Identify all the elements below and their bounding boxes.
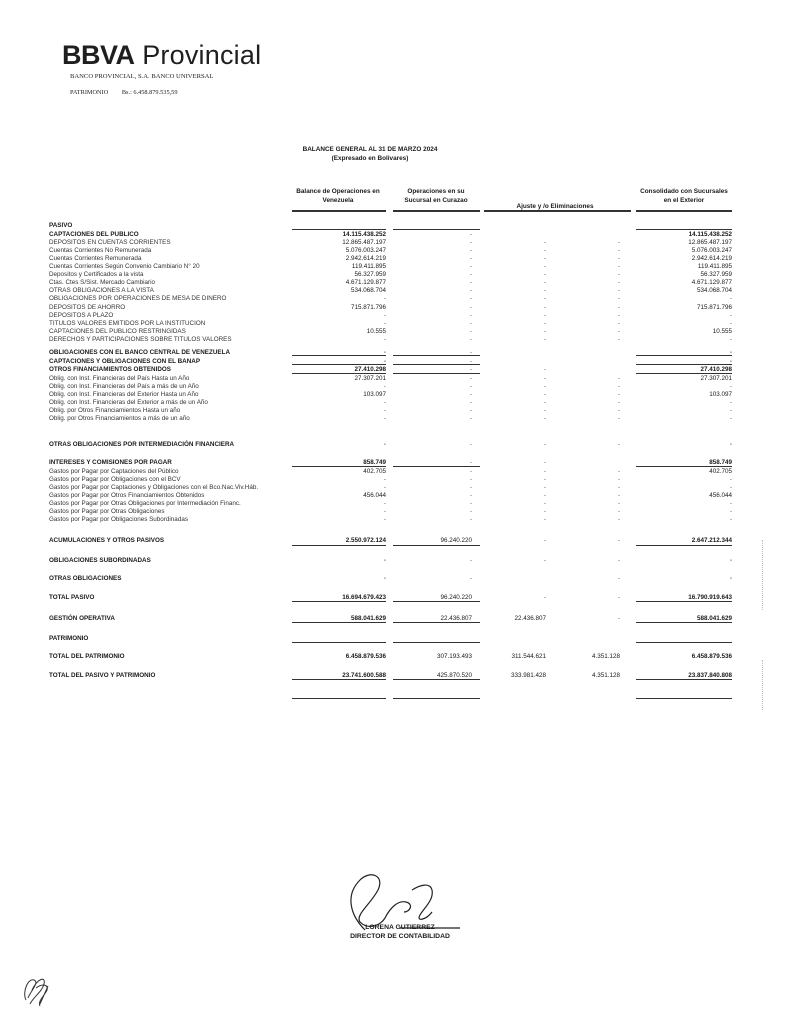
table-row <box>0 440 788 449</box>
cell-venezuela: - <box>383 441 386 448</box>
subtotal-rule <box>636 679 732 680</box>
cell-consolidado: - <box>729 407 732 414</box>
cell-eliminacion: - <box>617 271 620 278</box>
cell-curazao: - <box>469 399 472 406</box>
subtotal-rule <box>636 545 732 546</box>
subtotal-rule <box>636 364 732 365</box>
cell-venezuela: - <box>383 484 386 491</box>
cell-ajuste: - <box>543 459 546 466</box>
cell-venezuela: - <box>383 415 386 422</box>
cell-curazao: 96.240.220 <box>440 594 472 601</box>
cell-venezuela: - <box>383 383 386 390</box>
cell-eliminacion: - <box>617 407 620 414</box>
cell-venezuela: 14.115.438.252 <box>342 231 386 238</box>
cell-curazao: 425.870.520 <box>436 672 472 679</box>
cell-curazao: - <box>469 575 472 582</box>
cell-ajuste: - <box>543 279 546 286</box>
cell-ajuste: - <box>543 247 546 254</box>
cell-venezuela: 402.705 <box>363 468 386 475</box>
cell-consolidado: 12.865.487.197 <box>688 239 732 246</box>
cell-eliminacion: - <box>617 557 620 564</box>
cell-curazao: - <box>469 320 472 327</box>
signatory-role: DIRECTOR DE CONTABILIDAD <box>350 932 450 940</box>
cell-venezuela: 27.307.201 <box>354 375 386 382</box>
subtotal-rule <box>292 355 386 356</box>
row-label: Gastos por Pagar por Captaciones y Obligaciones con el Bco.Nac.Viv.Háb. <box>49 484 259 491</box>
cell-consolidado: - <box>729 358 732 365</box>
cell-ajuste: - <box>543 468 546 475</box>
cell-consolidado: 27.410.298 <box>700 366 732 373</box>
row-label: Gastos por Pagar por Otros Financiamientos Obtenidos <box>49 492 205 499</box>
patrimonio-value: Bs.: 6.458.879.535,59 <box>121 89 178 96</box>
cell-eliminacion: - <box>617 279 620 286</box>
subtotal-rule <box>393 373 480 374</box>
table-row <box>0 515 788 524</box>
cell-eliminacion: - <box>617 441 620 448</box>
row-label: Gastos por Pagar por Otras Obligaciones <box>49 508 165 515</box>
row-label: Gastos por Pagar por Captaciones del Público <box>49 468 179 475</box>
cell-venezuela: 10.555 <box>366 328 386 335</box>
column-header-line: en el Exterior <box>663 197 705 204</box>
row-label: Gastos por Pagar por Otras Obligaciones por Intermediación Financ. <box>49 500 241 507</box>
subtotal-rule <box>292 601 386 602</box>
cell-consolidado: 23.837.840.808 <box>688 672 732 679</box>
cell-curazao: - <box>469 295 472 302</box>
cell-consolidado: 10.555 <box>712 328 732 335</box>
cell-curazao: - <box>469 484 472 491</box>
cell-curazao: - <box>469 441 472 448</box>
cell-ajuste: - <box>543 391 546 398</box>
cell-ajuste: - <box>543 304 546 311</box>
cell-venezuela: - <box>383 399 386 406</box>
cell-curazao: - <box>469 468 472 475</box>
cell-consolidado: - <box>729 476 732 483</box>
cell-eliminacion: - <box>617 415 620 422</box>
cell-venezuela: 16.694.679.423 <box>342 594 386 601</box>
cell-venezuela: 2.942.614.219 <box>345 255 386 262</box>
subtotal-rule <box>292 698 386 699</box>
cell-ajuste: - <box>543 295 546 302</box>
cell-eliminacion: - <box>617 320 620 327</box>
patrimonio-line <box>70 89 177 96</box>
subtotal-rule <box>636 601 732 602</box>
cell-eliminacion: - <box>617 508 620 515</box>
cell-consolidado: - <box>729 295 732 302</box>
cell-venezuela: 4.671.129.877 <box>345 279 386 286</box>
cell-venezuela: 5.076.003.247 <box>345 247 386 254</box>
cell-venezuela: 23.741.600.588 <box>342 672 386 679</box>
cell-eliminacion: - <box>617 304 620 311</box>
subtotal-rule <box>393 679 480 680</box>
subtotal-rule <box>636 355 732 356</box>
cell-ajuste: - <box>543 516 546 523</box>
row-label: Depositos y Certificados a la vista <box>49 271 144 278</box>
cell-ajuste: - <box>543 399 546 406</box>
subtotal-rule <box>393 229 480 230</box>
subtotal-rule <box>636 373 732 374</box>
row-label: Ctas. Ctes S/Sist. Mercado Cambiario <box>49 279 156 286</box>
cell-venezuela: - <box>383 476 386 483</box>
table-row <box>0 574 788 583</box>
cell-consolidado: - <box>729 557 732 564</box>
cell-consolidado: 402.705 <box>709 468 732 475</box>
row-label: Oblig. con Inst. Financieras del País a más de un Año <box>49 383 199 390</box>
cell-eliminacion: - <box>617 516 620 523</box>
subtotal-rule <box>393 698 480 699</box>
cell-venezuela: - <box>383 575 386 582</box>
cell-curazao: - <box>469 508 472 515</box>
cell-curazao: - <box>469 279 472 286</box>
cell-consolidado: - <box>729 336 732 343</box>
signatory-block <box>345 924 455 941</box>
cell-curazao: - <box>469 304 472 311</box>
cell-venezuela: - <box>383 358 386 365</box>
cell-eliminacion: - <box>617 239 620 246</box>
cell-consolidado: 14.115.438.252 <box>688 231 732 238</box>
column-header-venezuela <box>290 187 386 205</box>
cell-consolidado: 534.068.704 <box>696 287 732 294</box>
cell-curazao: 22.436.807 <box>440 615 472 622</box>
cell-venezuela: 56.327.959 <box>354 271 386 278</box>
subtotal-rule <box>636 698 732 699</box>
cell-venezuela: 715.871.796 <box>350 304 386 311</box>
row-label: TITULOS VALORES EMITIDOS POR LA INSTITUCION <box>49 320 206 327</box>
column-header-line: Consolidado con Sucursales <box>640 188 728 195</box>
cell-curazao: - <box>469 366 472 373</box>
table-row <box>0 294 788 303</box>
subtotal-rule <box>292 229 386 230</box>
bbva-provincial-logo <box>62 40 261 71</box>
subtotal-rule <box>636 622 732 623</box>
cell-consolidado: 6.458.879.536 <box>691 653 732 660</box>
cell-curazao: - <box>469 415 472 422</box>
subtotal-rule <box>636 642 732 643</box>
cell-ajuste: 311.544.621 <box>511 653 546 660</box>
cell-venezuela: 456.044 <box>363 492 386 499</box>
cell-curazao: - <box>469 247 472 254</box>
cell-ajuste: - <box>543 415 546 422</box>
cell-venezuela: 12.865.487.197 <box>342 239 386 246</box>
cell-venezuela: 858.749 <box>363 459 386 466</box>
table-row <box>0 556 788 565</box>
cell-curazao: - <box>469 271 472 278</box>
subtotal-rule <box>393 545 480 546</box>
subtotal-rule <box>393 622 480 623</box>
cell-venezuela: - <box>383 349 386 356</box>
cell-venezuela: - <box>383 508 386 515</box>
cell-consolidado: - <box>729 383 732 390</box>
subtotal-rule <box>292 364 386 365</box>
cell-consolidado: 56.327.959 <box>700 271 732 278</box>
subtotal-rule <box>393 466 480 467</box>
cell-ajuste: - <box>543 287 546 294</box>
cell-ajuste: - <box>543 492 546 499</box>
cell-consolidado: - <box>729 516 732 523</box>
cell-consolidado: - <box>729 320 732 327</box>
cell-eliminacion: - <box>617 468 620 475</box>
cell-consolidado: - <box>729 575 732 582</box>
cell-consolidado: 5.076.003.247 <box>691 247 732 254</box>
subtotal-rule <box>292 679 386 680</box>
cell-ajuste: - <box>543 312 546 319</box>
cell-ajuste: - <box>543 537 546 544</box>
row-label: ACUMULACIONES Y OTROS PASIVOS <box>49 537 165 544</box>
column-header-line: Operaciones en su <box>407 188 465 195</box>
cell-consolidado: - <box>729 500 732 507</box>
row-label: OBLIGACIONES POR OPERACIONES DE MESA DE DINERO <box>49 295 227 302</box>
cell-ajuste: - <box>543 508 546 515</box>
cell-curazao: - <box>469 239 472 246</box>
cell-ajuste: - <box>543 500 546 507</box>
cell-curazao: - <box>469 383 472 390</box>
cell-ajuste: - <box>543 476 546 483</box>
cell-curazao: - <box>469 358 472 365</box>
row-label: OTRAS OBLIGACIONES <box>49 575 122 582</box>
cell-venezuela: - <box>383 312 386 319</box>
table-row <box>0 414 788 423</box>
cell-curazao: - <box>469 459 472 466</box>
cell-curazao: - <box>469 255 472 262</box>
cell-curazao: - <box>469 391 472 398</box>
cell-venezuela: 119.411.895 <box>351 263 386 270</box>
cell-consolidado: 16.790.919.643 <box>688 594 732 601</box>
cell-consolidado: 456.044 <box>709 492 732 499</box>
row-label: DEPOSITOS EN CUENTAS CORRIENTES <box>49 239 171 246</box>
cell-ajuste: - <box>543 407 546 414</box>
cell-curazao: - <box>469 336 472 343</box>
cell-curazao: - <box>469 407 472 414</box>
column-header-line: Balance de Operaciones en <box>296 188 380 195</box>
cell-consolidado: 858.749 <box>709 459 732 466</box>
row-label: INTERESES Y COMISIONES POR PAGAR <box>49 459 172 466</box>
header-rule <box>484 210 631 212</box>
cell-eliminacion: - <box>617 575 620 582</box>
cell-venezuela: - <box>383 500 386 507</box>
cell-venezuela: 534.068.704 <box>350 287 386 294</box>
cell-ajuste: - <box>543 328 546 335</box>
initials-icon <box>18 970 58 1010</box>
row-label: PASIVO <box>49 222 73 229</box>
cell-eliminacion: - <box>617 500 620 507</box>
row-label: GESTIÓN OPERATIVA <box>49 615 115 622</box>
cell-eliminacion: - <box>617 492 620 499</box>
cell-venezuela: 27.410.298 <box>354 366 386 373</box>
cell-ajuste: - <box>543 441 546 448</box>
cell-eliminacion: - <box>617 328 620 335</box>
cell-consolidado: 119.411.895 <box>697 263 732 270</box>
cell-consolidado: 2.647.212.344 <box>691 537 732 544</box>
cell-eliminacion: - <box>617 484 620 491</box>
column-header-line: Venezuela <box>322 197 354 204</box>
cell-consolidado: 2.942.614.219 <box>691 255 732 262</box>
subtotal-rule <box>636 466 732 467</box>
cell-curazao: - <box>469 312 472 319</box>
cell-eliminacion: - <box>617 615 620 622</box>
table-row <box>0 536 788 545</box>
cell-curazao: - <box>469 231 472 238</box>
table-row <box>0 652 788 661</box>
cell-consolidado: - <box>729 349 732 356</box>
cell-eliminacion: - <box>617 383 620 390</box>
cell-venezuela: 6.458.879.536 <box>345 653 386 660</box>
cell-ajuste: - <box>543 594 546 601</box>
scan-artifact <box>762 540 765 610</box>
cell-ajuste: 333.981.428 <box>510 672 546 679</box>
cell-eliminacion: - <box>617 391 620 398</box>
cell-venezuela: 2.550.972.124 <box>345 537 386 544</box>
cell-eliminacion: 4.351.128 <box>591 672 620 679</box>
cell-consolidado: 4.671.129.877 <box>691 279 732 286</box>
cell-curazao: - <box>469 349 472 356</box>
cell-curazao: - <box>469 492 472 499</box>
cell-eliminacion: - <box>617 594 620 601</box>
row-label: Cuentas Corrientes No Remunerada <box>49 247 152 254</box>
row-label: Oblig. por Otros Financiamientos a más de un año <box>49 415 190 422</box>
cell-ajuste: - <box>543 484 546 491</box>
cell-consolidado: - <box>729 441 732 448</box>
cell-consolidado: 27.307.201 <box>700 375 732 382</box>
table-row <box>0 335 788 344</box>
cell-venezuela: - <box>383 295 386 302</box>
row-label: OTRAS OBLIGACIONES POR INTERMEDIACIÓN FINANCIERA <box>49 441 235 448</box>
cell-ajuste: - <box>543 366 546 373</box>
cell-consolidado: - <box>729 508 732 515</box>
cell-venezuela: - <box>383 320 386 327</box>
column-header-line: Ajuste y /o Eliminaciones <box>516 203 594 210</box>
cell-curazao: - <box>469 263 472 270</box>
logo-bold-text: BBVA <box>62 40 135 70</box>
cell-curazao: - <box>469 557 472 564</box>
header-rule <box>393 210 480 212</box>
signatory-name: LORENA GUTIERREZ <box>365 924 435 931</box>
patrimonio-label: PATRIMONIO <box>70 89 109 96</box>
subtotal-rule <box>393 355 480 356</box>
cell-ajuste: - <box>543 336 546 343</box>
cell-venezuela: 588.041.629 <box>350 615 386 622</box>
subtotal-rule <box>393 642 480 643</box>
row-label: Oblig. con Inst. Financieras del País Hasta un Año <box>49 375 190 382</box>
column-header-curazao <box>393 187 479 205</box>
cell-ajuste: 22.436.807 <box>514 615 546 622</box>
row-label: Gastos por Pagar por Obligaciones con el BCV <box>49 476 181 483</box>
row-label: DEPOSITOS A PLAZO <box>49 312 114 319</box>
cell-consolidado: - <box>729 399 732 406</box>
column-header-consolidado <box>636 187 732 205</box>
row-label: Oblig. por Otros Financiamientos Hasta un año <box>49 407 181 414</box>
row-label: TOTAL DEL PATRIMONIO <box>49 653 125 660</box>
cell-consolidado: 103.097 <box>709 391 732 398</box>
subtotal-rule <box>292 622 386 623</box>
cell-venezuela: - <box>383 336 386 343</box>
cell-curazao: - <box>469 375 472 382</box>
cell-consolidado: 715.871.796 <box>696 304 732 311</box>
cell-consolidado: 588.041.629 <box>696 615 732 622</box>
row-label: Cuentas Corrientes Remunerada <box>49 255 142 262</box>
cell-ajuste: - <box>543 239 546 246</box>
cell-venezuela: - <box>383 407 386 414</box>
report-title-block <box>290 146 450 163</box>
cell-eliminacion: - <box>617 476 620 483</box>
logo-light-text: Provincial <box>142 40 262 70</box>
cell-curazao: - <box>469 328 472 335</box>
scan-artifact <box>762 660 765 710</box>
cell-curazao: - <box>469 287 472 294</box>
cell-eliminacion: - <box>617 295 620 302</box>
cell-eliminacion: 4.351.128 <box>591 653 620 660</box>
header-rule <box>292 210 386 212</box>
cell-ajuste: - <box>543 271 546 278</box>
row-label: CAPTACIONES DEL PUBLICO <box>49 231 139 238</box>
cell-ajuste: - <box>543 255 546 262</box>
cell-ajuste: - <box>543 383 546 390</box>
header-rule <box>636 210 732 212</box>
cell-consolidado: - <box>729 415 732 422</box>
row-label: Oblig. con Inst. Financieras del Exterior Hasta un Año <box>49 391 199 398</box>
subtotal-rule <box>393 364 480 365</box>
row-label: TOTAL PASIVO <box>49 594 95 601</box>
row-label: TOTAL DEL PASIVO Y PATRIMONIO <box>49 672 156 679</box>
cell-ajuste: - <box>543 557 546 564</box>
report-title: BALANCE GENERAL AL 31 DE MARZO 2024 <box>302 146 438 153</box>
subtotal-rule <box>636 229 732 230</box>
cell-consolidado: - <box>729 312 732 319</box>
column-header-line: Sucursal en Curazao <box>404 197 468 204</box>
row-label: OTROS FINANCIAMIENTOS OBTENIDOS <box>49 366 171 373</box>
cell-curazao: 96.240.220 <box>440 537 472 544</box>
row-label: Oblig. con Inst. Financieras del Exterior a más de un Año <box>49 399 208 406</box>
row-label: PATRIMONIO <box>49 635 89 642</box>
subtotal-rule <box>393 601 480 602</box>
row-label: DERECHOS Y PARTICIPACIONES SOBRE TITULOS VALORES <box>49 336 232 343</box>
company-name: BANCO PROVINCIAL, S.A. BANCO UNIVERSAL <box>70 73 214 80</box>
cell-ajuste: - <box>543 375 546 382</box>
row-label: DEPOSITOS DE AHORRO <box>49 304 126 311</box>
row-label: OBLIGACIONES SUBORDINADAS <box>49 557 151 564</box>
cell-eliminacion: - <box>617 247 620 254</box>
cell-curazao: - <box>469 500 472 507</box>
cell-ajuste: - <box>543 320 546 327</box>
cell-venezuela: - <box>383 557 386 564</box>
cell-ajuste: - <box>543 263 546 270</box>
cell-consolidado: - <box>729 484 732 491</box>
row-label: Gastos por Pagar por Obligaciones Subordinadas <box>49 516 188 523</box>
row-label: OBLIGACIONES CON EL BANCO CENTRAL DE VENEZUELA <box>49 349 230 356</box>
subtotal-rule <box>292 373 386 374</box>
subtotal-rule <box>292 642 386 643</box>
cell-eliminacion: - <box>617 336 620 343</box>
report-subtitle: (Expresado en Bolivares) <box>331 154 409 162</box>
cell-eliminacion: - <box>617 537 620 544</box>
cell-eliminacion: - <box>617 375 620 382</box>
row-label: OTRAS OBLIGACIONES A LA VISTA <box>49 287 154 294</box>
row-label: Cuentas Corrientes Según Convenio Cambiario N° 20 <box>49 263 200 270</box>
subtotal-rule <box>292 545 386 546</box>
cell-eliminacion: - <box>617 255 620 262</box>
cell-eliminacion: - <box>617 263 620 270</box>
cell-curazao: - <box>469 516 472 523</box>
row-label: CAPTACIONES Y OBLIGACIONES CON EL BANAP <box>49 358 201 365</box>
cell-venezuela: - <box>383 516 386 523</box>
cell-eliminacion: - <box>617 312 620 319</box>
subtotal-rule <box>292 466 386 467</box>
cell-curazao: - <box>469 476 472 483</box>
cell-venezuela: 103.097 <box>363 391 386 398</box>
cell-curazao: 307.193.493 <box>436 653 472 660</box>
cell-eliminacion: - <box>617 287 620 294</box>
cell-eliminacion: - <box>617 399 620 406</box>
row-label: CAPTACIONES DEL PUBLICO RESTRINGIDAS <box>49 328 186 335</box>
